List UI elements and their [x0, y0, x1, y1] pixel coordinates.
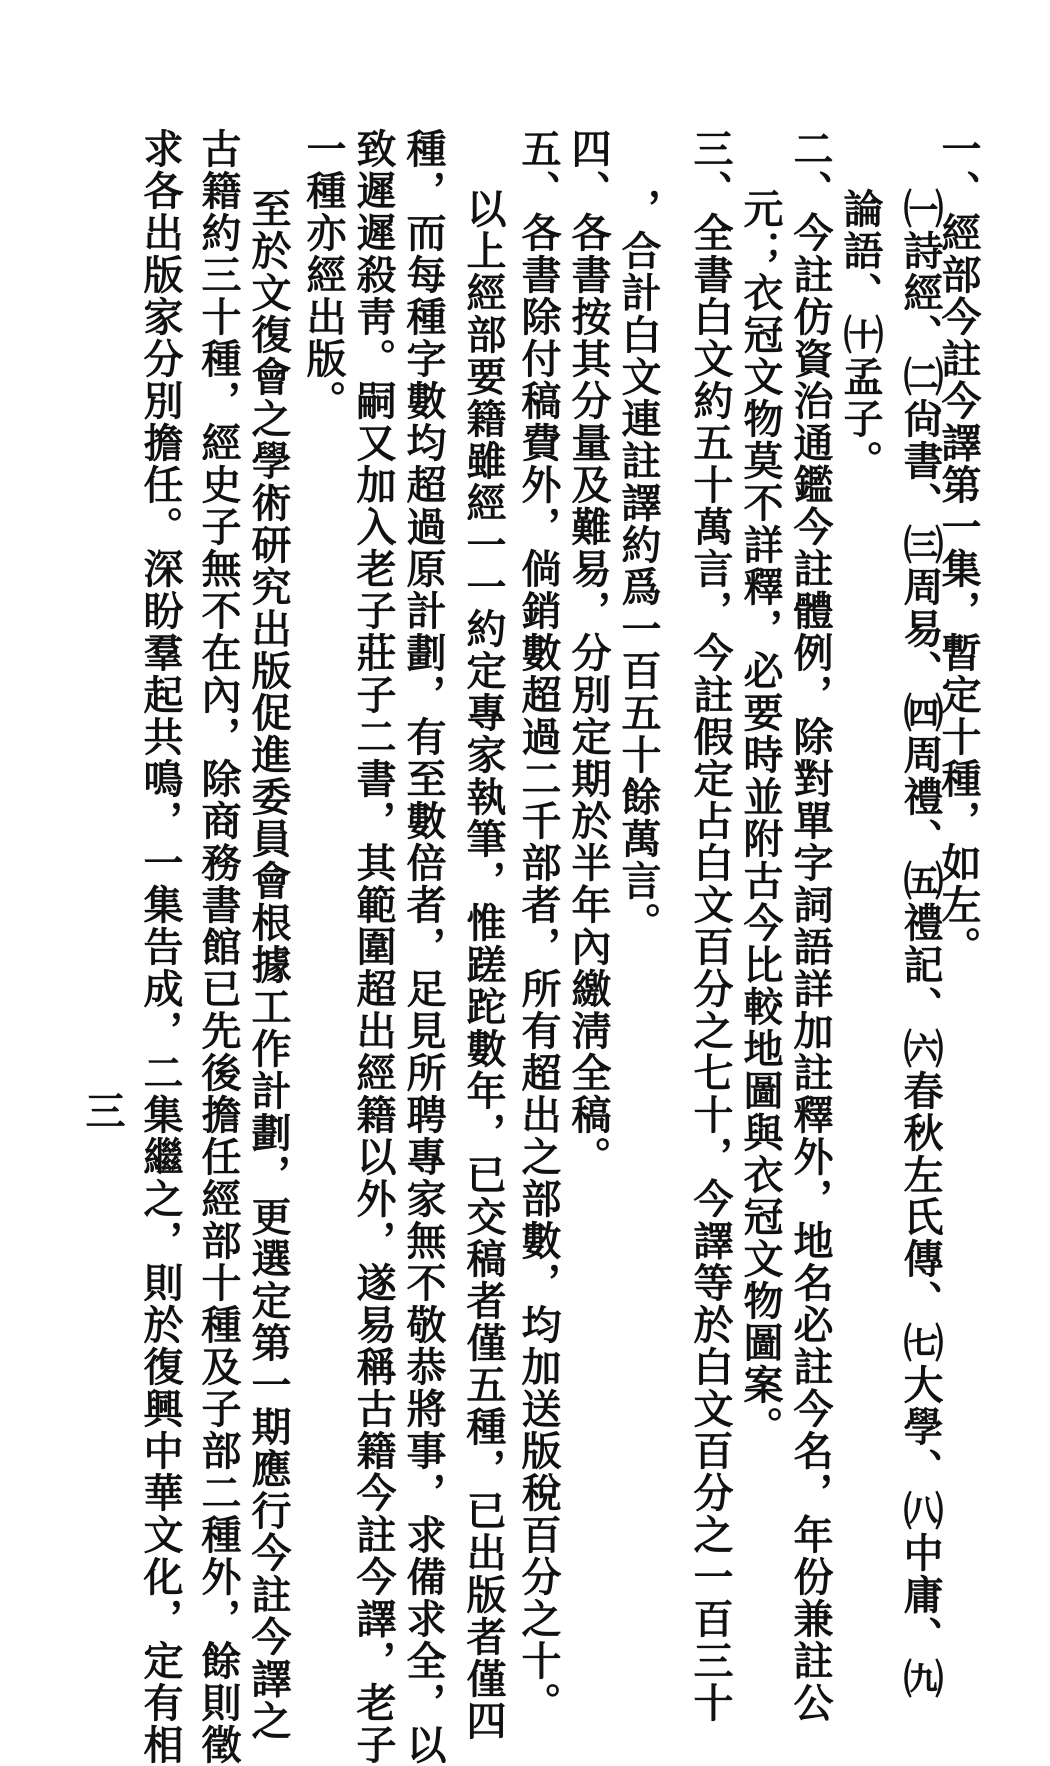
text-column: 以上經部要籍雖經一一約定專家執筆，惟蹉跎數年，已交稿者僅五種，已出版者僅四	[460, 188, 507, 1742]
text-column: 一種亦經出版。	[300, 128, 347, 422]
text-column: 三、全書白文約五十萬言，今註假定占白文百分之七十，今譯等於白文百分之一百三十	[687, 128, 734, 1724]
text-column: ㈠詩經、㈡尙書、㈢周易、㈣周禮、㈤禮記、㈥春秋左氏傳、㈦大學、㈧中庸、㈨	[897, 188, 944, 1700]
text-column: 二、今註仿資治通鑑今註體例，除對單字詞語詳加註釋外，地名必註今名，年份兼註公	[787, 128, 834, 1724]
text-column: 古籍約三十種，經史子無不在內，除商務書館已先後擔任經部十種及子部二種外，餘則徵	[195, 128, 242, 1766]
text-column: 一、經部今註今譯第一集，暫定十種，如左。	[935, 128, 982, 968]
text-column: 至於文復會之學術研究出版促進委員會根據工作計劃，更選定第一期應行今註今譯之	[245, 188, 292, 1742]
text-column: ，合計白文連註譯約爲一百五十餘萬言。	[615, 188, 662, 944]
text-column: 論語、㈩孟子。	[837, 188, 884, 482]
page-number: 三	[79, 1090, 126, 1130]
text-column: 種，而每種字數均超過原計劃，有至數倍者，足見所聘專家無不敬恭將事，求備求全，以	[400, 128, 447, 1766]
text-column: 求各出版家分別擔任。深盼羣起共鳴，一集告成，二集繼之，則於復興中華文化，定有相	[137, 128, 184, 1766]
text-column: 元；衣冠文物莫不詳釋，必要時並附古今比較地圖與衣冠文物圖案。	[737, 188, 784, 1448]
text-column: 四、各書按其分量及難易，分別定期於半年內繳淸全稿。	[565, 128, 612, 1178]
text-column: 致遲遲殺靑。嗣又加入老子莊子二書，其範圍超出經籍以外，遂易稱古籍今註今譯，老子	[350, 128, 397, 1766]
text-column: 五、各書除付稿費外，倘銷數超過二千部者，所有超出之部數，均加送版稅百分之十。	[515, 128, 562, 1724]
